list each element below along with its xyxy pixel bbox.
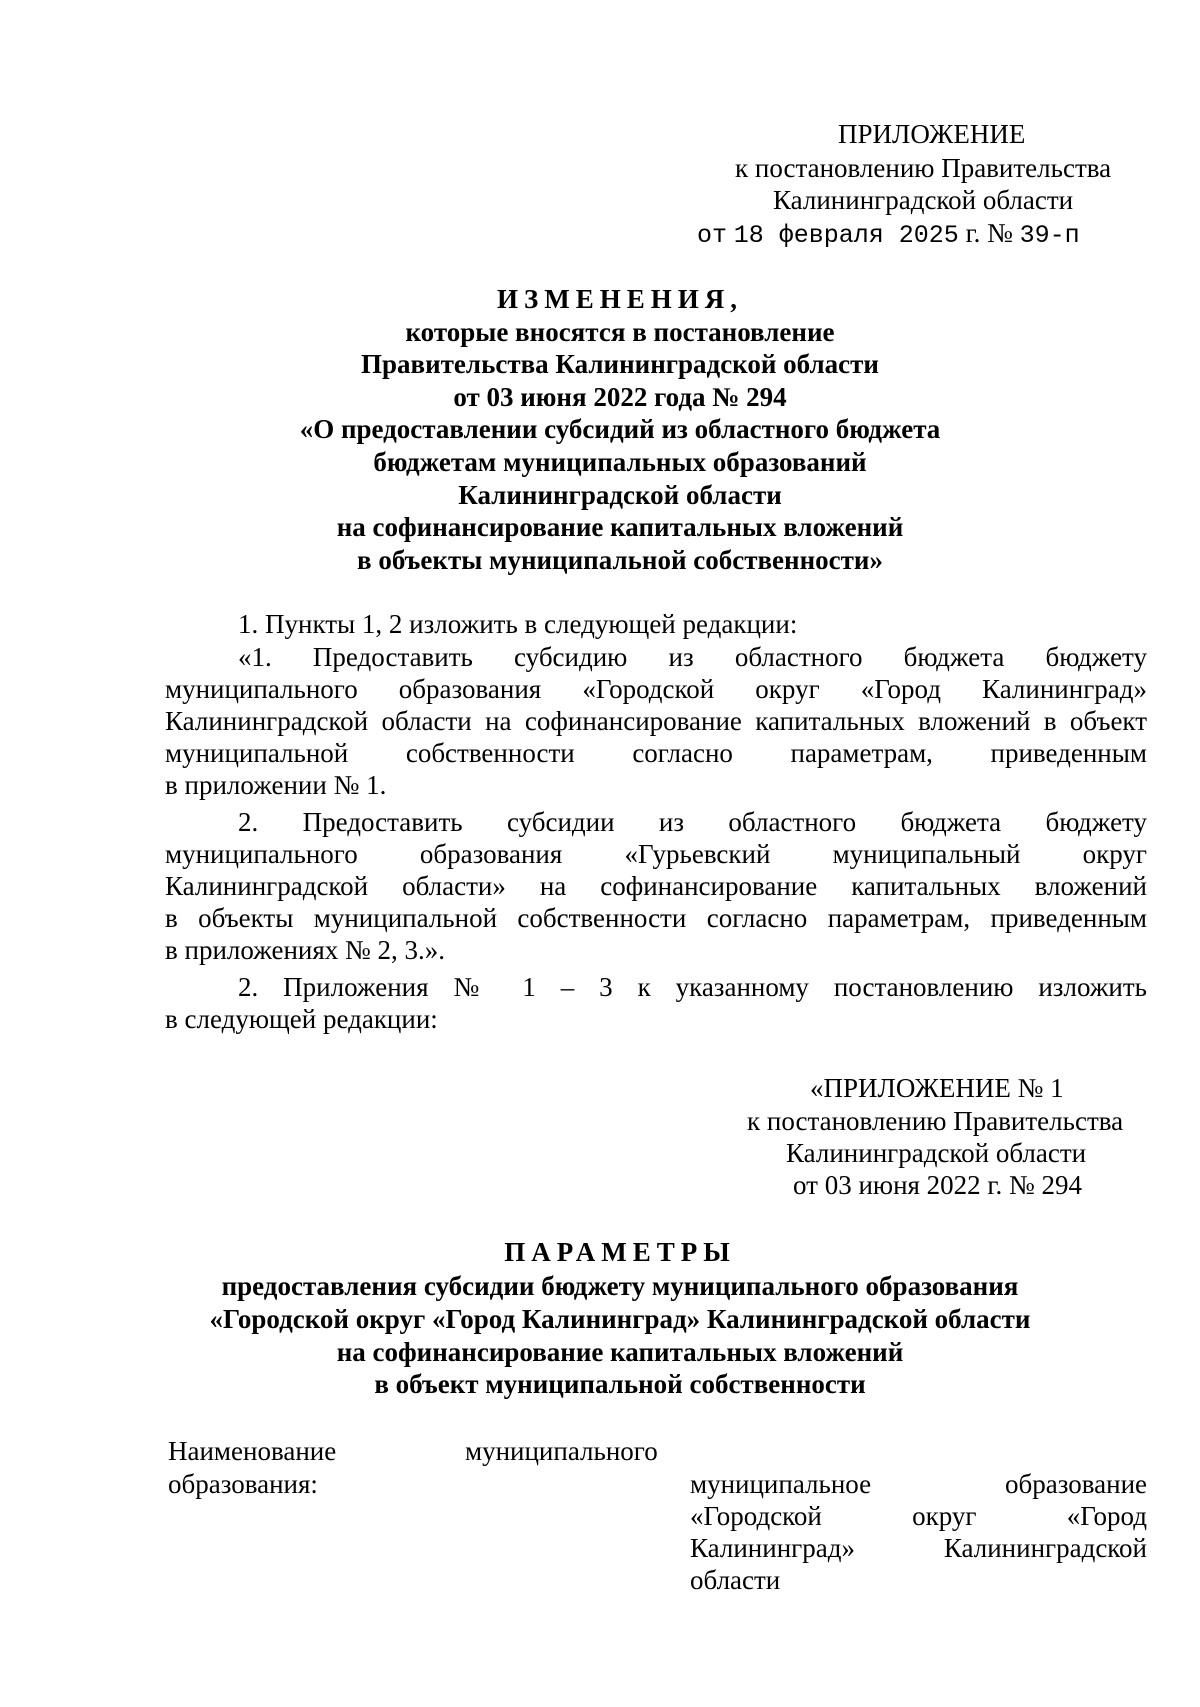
params-line-4: в объект муниципальной собственности	[374, 1369, 866, 1399]
table-label-line-1: Наименование	[168, 1436, 337, 1466]
paragraph-4	[165, 971, 1147, 1035]
title-line-8: в объекты муниципальной собственности»	[357, 545, 883, 575]
paragraph-3	[165, 806, 1147, 966]
p3-line-4: в объекты муниципальной собственности согласно параметрам, приведенным	[165, 903, 1147, 933]
p4-line-2: в следующей редакции:	[165, 1004, 438, 1034]
p2-line-5: в приложении № 1.	[165, 770, 387, 800]
table-label-line-2: образования:	[168, 1469, 318, 1499]
p2-line-2: муниципального образования «Городской округ «Город Калининград»	[165, 674, 1147, 704]
table-value-line-4: области	[690, 1565, 781, 1595]
params-line-1: предоставления субсидии бюджету муниципального образования	[221, 1271, 1019, 1301]
table-value-line-3: Калининград» Калининградской	[690, 1533, 1147, 1563]
header-line-1: к постановлению Правительства	[735, 153, 1112, 183]
table-label-word-2: муниципального	[465, 1436, 658, 1466]
appendix-label: ПРИЛОЖЕНИЕ	[838, 119, 1026, 149]
paragraph-2	[165, 641, 1147, 801]
title-main: ИЗМЕНЕНИЯ,	[496, 284, 743, 314]
params-line-3: на софинансирование капитальных вложений	[336, 1337, 904, 1367]
table-value-cell	[690, 1468, 1147, 1596]
p3-line-2: муниципального образования «Гурьевский муниципальный округ	[165, 839, 1147, 869]
p4-line-1: 2. Приложения № 1 – 3 к указанному постановлению изложить	[238, 972, 1147, 1002]
header-date	[697, 217, 1080, 252]
p2-line-1: «1. Предоставить субсидию из областного бюджета бюджету	[238, 642, 1147, 672]
title-line-1: которые вносятся в постановление	[405, 317, 835, 347]
table-value-line-2: «Городской округ «Город	[690, 1501, 1147, 1531]
title-line-2: Правительства Калининградской области	[361, 349, 879, 379]
appendix-1-line-1: к постановлению Правительства	[747, 1106, 1124, 1136]
appendix-1-label: «ПРИЛОЖЕНИЕ № 1	[810, 1073, 1064, 1103]
p3-line-3: Калининградской области» на софинансирование капитальных вложений	[165, 871, 1147, 901]
document-number: 39-п	[1019, 221, 1080, 250]
title-line-5: бюджетам муниципальных образований	[373, 447, 867, 477]
header-line-2: Калининградской области	[773, 185, 1074, 215]
table-value-line-1: муниципальное образование	[690, 1469, 1147, 1499]
title-line-7: на софинансирование капитальных вложений	[336, 512, 904, 542]
p2-line-4: муниципальной собственности согласно параметрам, приведенным	[165, 738, 1147, 768]
date-g: г. №	[965, 218, 1013, 248]
title-line-4: «О предоставлении субсидий из областного бюджета	[299, 414, 941, 444]
appendix-1-line-3: от 03 июня 2022 г. № 294	[793, 1170, 1082, 1200]
date-prefix: от	[697, 221, 728, 250]
params-line-2: «Городской округ «Город Калининград» Калининградской области	[209, 1304, 1031, 1334]
p3-line-5: в приложениях № 2, 3.».	[165, 935, 446, 965]
title-line-3: от 03 июня 2022 года № 294	[453, 382, 787, 412]
appendix-1-line-2: Калининградской области	[786, 1138, 1087, 1168]
p3-line-1: 2. Предоставить субсидии из областного бюджета бюджету	[238, 807, 1147, 837]
params-title: ПАРАМЕТРЫ	[504, 1237, 736, 1267]
date-value: 18 февраля 2025	[733, 221, 959, 250]
title-line-6: Калининградской области	[458, 480, 782, 510]
p2-line-3: Калининградской области на софинансирование капитальных вложений в объект	[165, 706, 1147, 736]
paragraph-1: 1. Пункты 1, 2 изложить в следующей редакции:	[238, 609, 798, 639]
